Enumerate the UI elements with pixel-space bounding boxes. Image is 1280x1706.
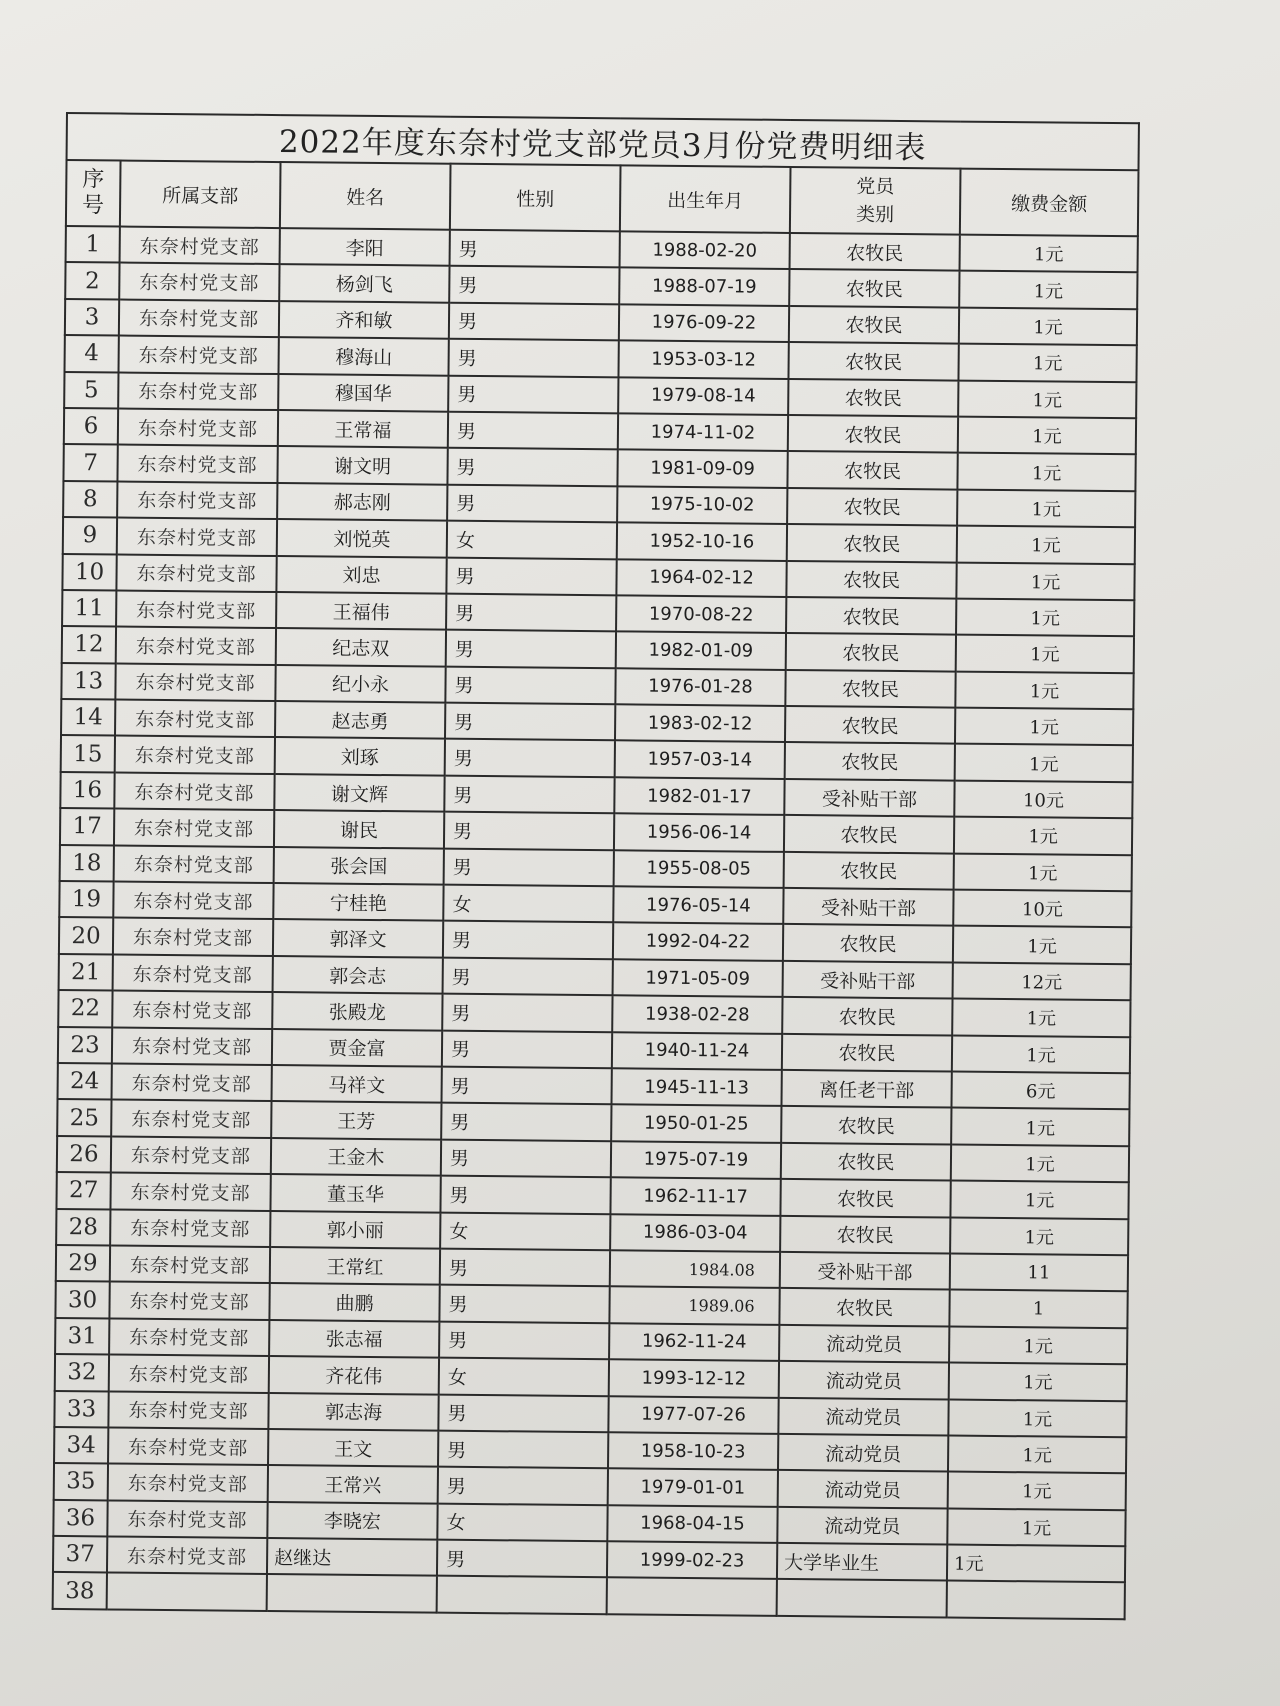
cell-seq: 30 xyxy=(55,1281,109,1318)
cell-seq: 26 xyxy=(57,1136,111,1173)
cell-name: 赵志勇 xyxy=(275,701,445,739)
table-body xyxy=(53,226,1138,1619)
cell-name: 谢文明 xyxy=(277,446,447,484)
cell-birth: 1952-10-16 xyxy=(617,522,787,560)
cell-fee: 11 xyxy=(950,1253,1128,1291)
cell-fee: 1元 xyxy=(952,999,1130,1037)
cell-name: 李阳 xyxy=(280,228,450,266)
cell-category: 农牧民 xyxy=(790,233,960,271)
cell-birth: 1988-07-19 xyxy=(619,268,789,306)
cell-birth: 1976-09-22 xyxy=(619,304,789,342)
cell-name: 李晓宏 xyxy=(267,1502,437,1540)
cell-birth xyxy=(607,1578,777,1616)
dues-table xyxy=(52,112,1140,1620)
cell-category: 农牧民 xyxy=(781,1106,951,1144)
cell-branch: 东奈村党支部 xyxy=(119,299,279,337)
cell-fee: 1元 xyxy=(954,853,1132,891)
cell-category: 农牧民 xyxy=(788,415,958,453)
cell-seq: 27 xyxy=(56,1172,110,1209)
cell-name: 齐和敏 xyxy=(279,301,449,339)
cell-seq: 14 xyxy=(61,699,115,736)
cell-seq: 8 xyxy=(63,481,117,518)
cell-category: 受补贴干部 xyxy=(780,1252,950,1290)
cell-branch: 东奈村党支部 xyxy=(120,227,280,265)
cell-name: 贾金富 xyxy=(272,1029,442,1067)
cell-branch xyxy=(107,1573,267,1611)
cell-name: 董玉华 xyxy=(270,1174,440,1212)
cell-seq: 2 xyxy=(65,262,119,299)
cell-birth: 1962-11-24 xyxy=(609,1323,779,1361)
cell-name: 王福伟 xyxy=(276,592,446,630)
cell-fee: 1元 xyxy=(959,271,1137,309)
cell-birth: 1950-01-25 xyxy=(611,1105,781,1143)
cell-branch: 东奈村党支部 xyxy=(116,590,276,628)
cell-category: 农牧民 xyxy=(786,597,956,635)
cell-birth: 1938-02-28 xyxy=(612,995,782,1033)
cell-gender: 男 xyxy=(442,1067,612,1105)
cell-birth: 1968-04-15 xyxy=(607,1505,777,1543)
cell-branch: 东奈村党支部 xyxy=(112,1027,272,1065)
cell-name: 穆国华 xyxy=(278,374,448,412)
cell-category: 农牧民 xyxy=(782,997,952,1035)
cell-seq: 38 xyxy=(53,1572,107,1609)
cell-name: 谢民 xyxy=(274,810,444,848)
cell-gender: 男 xyxy=(441,1139,611,1177)
cell-gender: 男 xyxy=(447,448,617,486)
cell-birth: 1993-12-12 xyxy=(609,1359,779,1397)
cell-category: 流动党员 xyxy=(777,1507,947,1545)
cell-branch: 东奈村党支部 xyxy=(111,1100,271,1138)
cell-name: 宁桂艳 xyxy=(273,883,443,921)
cell-category: 农牧民 xyxy=(786,560,956,598)
header-seq-line2: 号 xyxy=(81,193,105,219)
cell-birth: 1989.06 xyxy=(609,1287,779,1325)
cell-branch: 东奈村党支部 xyxy=(109,1318,269,1356)
cell-gender: 男 xyxy=(443,957,613,995)
cell-birth: 1992-04-22 xyxy=(613,923,783,961)
cell-seq: 7 xyxy=(63,444,117,481)
cell-birth: 1957-03-14 xyxy=(615,741,785,779)
cell-fee: 1元 xyxy=(948,1435,1126,1473)
cell-branch: 东奈村党支部 xyxy=(108,1391,268,1429)
cell-branch: 东奈村党支部 xyxy=(117,445,277,483)
cell-name: 穆海山 xyxy=(278,337,448,375)
cell-name: 王常兴 xyxy=(268,1465,438,1503)
cell-category: 农牧民 xyxy=(783,924,953,962)
cell-category: 大学毕业生 xyxy=(777,1543,947,1581)
cell-seq: 12 xyxy=(62,626,116,663)
cell-name: 郭小丽 xyxy=(270,1211,440,1249)
cell-branch: 东奈村党支部 xyxy=(118,408,278,446)
cell-category xyxy=(777,1579,947,1617)
cell-name: 张会国 xyxy=(274,847,444,885)
cell-category: 农牧民 xyxy=(786,633,956,671)
cell-category: 受补贴干部 xyxy=(783,888,953,926)
cell-gender: 男 xyxy=(445,739,615,777)
cell-name: 刘琢 xyxy=(275,738,445,776)
cell-gender: 男 xyxy=(446,594,616,632)
cell-category: 离任老干部 xyxy=(781,1070,951,1108)
cell-seq: 22 xyxy=(58,990,112,1027)
cell-fee: 1元 xyxy=(947,1508,1125,1546)
cell-gender: 男 xyxy=(438,1467,608,1505)
cell-name: 郝志刚 xyxy=(277,483,447,521)
cell-fee: 1元 xyxy=(953,926,1131,964)
cell-seq: 10 xyxy=(62,554,116,591)
cell-fee: 1元 xyxy=(960,235,1138,273)
cell-name: 王芳 xyxy=(271,1101,441,1139)
cell-branch: 东奈村党支部 xyxy=(113,954,273,992)
cell-fee: 12元 xyxy=(953,962,1131,1000)
cell-seq: 15 xyxy=(61,735,115,772)
cell-gender: 男 xyxy=(438,1394,608,1432)
header-name: 姓名 xyxy=(280,162,451,230)
cell-gender: 男 xyxy=(445,666,615,704)
cell-fee: 1元 xyxy=(959,307,1137,345)
cell-gender: 男 xyxy=(444,848,614,886)
cell-seq: 19 xyxy=(59,881,113,918)
cell-fee: 1元 xyxy=(958,344,1136,382)
cell-fee: 1元 xyxy=(955,744,1133,782)
cell-fee: 1元 xyxy=(958,417,1136,455)
cell-birth: 1962-11-17 xyxy=(610,1177,780,1215)
cell-birth: 1999-02-23 xyxy=(607,1541,777,1579)
cell-birth: 1986-03-04 xyxy=(610,1214,780,1252)
cell-branch: 东奈村党支部 xyxy=(117,518,277,556)
cell-name: 刘悦英 xyxy=(277,519,447,557)
cell-gender: 男 xyxy=(444,812,614,850)
cell-category: 农牧民 xyxy=(787,524,957,562)
cell-category: 农牧民 xyxy=(787,488,957,526)
header-row xyxy=(66,160,1139,236)
cell-gender: 男 xyxy=(447,484,617,522)
cell-fee xyxy=(947,1581,1125,1619)
cell-gender: 女 xyxy=(439,1358,609,1396)
cell-seq: 31 xyxy=(55,1318,109,1355)
cell-category: 农牧民 xyxy=(784,852,954,890)
cell-branch: 东奈村党支部 xyxy=(109,1282,269,1320)
cell-gender: 男 xyxy=(446,557,616,595)
cell-category: 农牧民 xyxy=(787,451,957,489)
cell-gender: 女 xyxy=(440,1212,610,1250)
cell-branch: 东奈村党支部 xyxy=(113,882,273,920)
cell-birth: 1975-07-19 xyxy=(611,1141,781,1179)
cell-gender: 男 xyxy=(449,302,619,340)
cell-seq: 25 xyxy=(57,1099,111,1136)
cell-name: 谢文辉 xyxy=(274,774,444,812)
cell-gender: 男 xyxy=(450,230,620,268)
cell-fee: 1元 xyxy=(955,671,1133,709)
cell-fee: 1元 xyxy=(951,1144,1129,1182)
cell-gender: 男 xyxy=(442,994,612,1032)
cell-fee: 1 xyxy=(949,1290,1127,1328)
cell-birth: 1956-06-14 xyxy=(614,814,784,852)
cell-gender: 男 xyxy=(441,1103,611,1141)
table-title: 2022年度东奈村党支部党员3月份党费明细表 xyxy=(67,113,1139,170)
cell-fee: 1元 xyxy=(948,1472,1126,1510)
cell-category: 流动党员 xyxy=(778,1470,948,1508)
header-category-line2: 类别 xyxy=(855,203,895,226)
cell-seq: 21 xyxy=(59,954,113,991)
cell-name: 王常红 xyxy=(270,1247,440,1285)
cell-name: 马祥文 xyxy=(272,1065,442,1103)
cell-fee: 1元 xyxy=(948,1399,1126,1437)
header-birth: 出生年月 xyxy=(620,165,791,233)
cell-seq: 34 xyxy=(54,1427,108,1464)
cell-category: 流动党员 xyxy=(779,1361,949,1399)
cell-name: 王金木 xyxy=(271,1138,441,1176)
header-branch: 所属支部 xyxy=(120,161,281,229)
cell-branch: 东奈村党支部 xyxy=(116,554,276,592)
cell-fee: 10元 xyxy=(954,780,1132,818)
cell-birth: 1977-07-26 xyxy=(608,1396,778,1434)
header-seq xyxy=(66,160,121,227)
cell-fee: 1元 xyxy=(958,380,1136,418)
cell-name: 齐花伟 xyxy=(269,1356,439,1394)
cell-name: 纪小永 xyxy=(275,665,445,703)
cell-fee: 1元 xyxy=(951,1108,1129,1146)
cell-birth: 1953-03-12 xyxy=(618,340,788,378)
cell-fee: 1元 xyxy=(950,1217,1128,1255)
cell-name: 刘忠 xyxy=(276,556,446,594)
cell-gender: 男 xyxy=(442,1030,612,1068)
cell-seq: 1 xyxy=(66,226,120,263)
cell-gender: 男 xyxy=(439,1285,609,1323)
cell-name: 郭泽文 xyxy=(273,919,443,957)
cell-fee: 1元 xyxy=(949,1326,1127,1364)
cell-name: 郭志海 xyxy=(268,1393,438,1431)
cell-name: 曲鹏 xyxy=(269,1283,439,1321)
cell-gender: 男 xyxy=(448,339,618,377)
cell-gender: 男 xyxy=(444,776,614,814)
cell-gender: 男 xyxy=(439,1321,609,1359)
cell-category: 流动党员 xyxy=(779,1325,949,1363)
cell-name: 张志福 xyxy=(269,1320,439,1358)
cell-seq: 5 xyxy=(64,372,118,409)
cell-fee: 1元 xyxy=(954,817,1132,855)
cell-seq: 17 xyxy=(60,808,114,845)
cell-seq: 18 xyxy=(60,845,114,882)
cell-seq: 11 xyxy=(62,590,116,627)
cell-seq: 23 xyxy=(58,1027,112,1064)
cell-seq: 20 xyxy=(59,917,113,954)
cell-gender: 男 xyxy=(440,1176,610,1214)
cell-name: 杨剑飞 xyxy=(279,264,449,302)
cell-branch: 东奈村党支部 xyxy=(108,1427,268,1465)
cell-birth: 1983-02-12 xyxy=(615,704,785,742)
cell-branch: 东奈村党支部 xyxy=(114,845,274,883)
cell-category: 农牧民 xyxy=(780,1215,950,1253)
cell-name xyxy=(267,1574,437,1612)
cell-branch: 东奈村党支部 xyxy=(114,772,274,810)
cell-category: 农牧民 xyxy=(785,742,955,780)
cell-branch: 东奈村党支部 xyxy=(107,1537,267,1575)
cell-gender: 女 xyxy=(443,885,613,923)
cell-birth: 1940-11-24 xyxy=(612,1032,782,1070)
cell-birth: 1970-08-22 xyxy=(616,595,786,633)
cell-branch: 东奈村党支部 xyxy=(109,1355,269,1393)
cell-seq: 28 xyxy=(56,1209,110,1246)
header-seq-line1: 序 xyxy=(82,167,105,193)
cell-seq: 29 xyxy=(56,1245,110,1282)
cell-seq: 33 xyxy=(54,1390,108,1427)
cell-category: 农牧民 xyxy=(789,269,959,307)
cell-fee: 1元 xyxy=(950,1181,1128,1219)
cell-gender: 男 xyxy=(445,703,615,741)
cell-branch: 东奈村党支部 xyxy=(113,918,273,956)
cell-category: 受补贴干部 xyxy=(783,961,953,999)
cell-branch: 东奈村党支部 xyxy=(116,627,276,665)
header-gender: 性别 xyxy=(450,164,621,232)
cell-branch: 东奈村党支部 xyxy=(114,809,274,847)
cell-branch: 东奈村党支部 xyxy=(115,700,275,738)
cell-birth: 1976-01-28 xyxy=(615,668,785,706)
cell-birth: 1958-10-23 xyxy=(608,1432,778,1470)
cell-birth: 1982-01-09 xyxy=(616,632,786,670)
cell-birth: 1971-05-09 xyxy=(613,959,783,997)
header-fee: 缴费金额 xyxy=(960,169,1139,237)
cell-seq: 9 xyxy=(63,517,117,554)
cell-fee: 1元 xyxy=(955,708,1133,746)
cell-name: 纪志双 xyxy=(276,628,446,666)
cell-category: 农牧民 xyxy=(779,1288,949,1326)
cell-branch: 东奈村党支部 xyxy=(118,372,278,410)
cell-category: 农牧民 xyxy=(788,342,958,380)
cell-branch: 东奈村党支部 xyxy=(112,1063,272,1101)
cell-branch: 东奈村党支部 xyxy=(119,336,279,374)
cell-category: 农牧民 xyxy=(784,815,954,853)
cell-fee: 1元 xyxy=(956,598,1134,636)
cell-birth: 1974-11-02 xyxy=(618,413,788,451)
cell-gender xyxy=(437,1576,607,1614)
cell-name: 郭会志 xyxy=(273,956,443,994)
cell-branch: 东奈村党支部 xyxy=(112,991,272,1029)
cell-category: 农牧民 xyxy=(785,706,955,744)
cell-category: 流动党员 xyxy=(778,1397,948,1435)
cell-birth: 1988-02-20 xyxy=(620,231,790,269)
cell-birth: 1955-08-05 xyxy=(614,850,784,888)
cell-gender: 男 xyxy=(448,412,618,450)
cell-name: 王常福 xyxy=(278,410,448,448)
cell-fee: 10元 xyxy=(953,890,1131,928)
cell-gender: 男 xyxy=(448,375,618,413)
cell-fee: 1元 xyxy=(956,635,1134,673)
cell-seq: 3 xyxy=(65,299,119,336)
cell-fee: 1元 xyxy=(952,1035,1130,1073)
cell-seq: 37 xyxy=(53,1536,107,1573)
cell-seq: 36 xyxy=(53,1500,107,1537)
cell-branch: 东奈村党支部 xyxy=(115,736,275,774)
cell-seq: 4 xyxy=(65,335,119,372)
cell-seq: 35 xyxy=(54,1463,108,1500)
cell-birth: 1964-02-12 xyxy=(616,559,786,597)
cell-category: 农牧民 xyxy=(785,670,955,708)
cell-branch: 东奈村党支部 xyxy=(110,1209,270,1247)
cell-gender: 男 xyxy=(443,921,613,959)
cell-gender: 男 xyxy=(438,1431,608,1469)
cell-category: 农牧民 xyxy=(780,1179,950,1217)
cell-branch: 东奈村党支部 xyxy=(115,663,275,701)
cell-birth: 1979-01-01 xyxy=(608,1469,778,1507)
cell-seq: 13 xyxy=(61,663,115,700)
cell-category: 农牧民 xyxy=(782,1034,952,1072)
cell-name: 赵继达 xyxy=(267,1538,437,1576)
cell-gender: 女 xyxy=(447,521,617,559)
cell-birth: 1981-09-09 xyxy=(617,450,787,488)
cell-branch: 东奈村党支部 xyxy=(110,1173,270,1211)
cell-category: 流动党员 xyxy=(778,1434,948,1472)
cell-seq: 16 xyxy=(60,772,114,809)
cell-gender: 男 xyxy=(437,1540,607,1578)
cell-fee: 6元 xyxy=(951,1072,1129,1110)
cell-fee: 1元 xyxy=(947,1545,1125,1583)
cell-category: 受补贴干部 xyxy=(784,779,954,817)
cell-fee: 1元 xyxy=(949,1363,1127,1401)
cell-birth: 1982-01-17 xyxy=(614,777,784,815)
cell-branch: 东奈村党支部 xyxy=(110,1245,270,1283)
cell-branch: 东奈村党支部 xyxy=(117,481,277,519)
cell-birth: 1976-05-14 xyxy=(613,886,783,924)
dues-table-wrapper xyxy=(52,112,1138,1620)
cell-seq: 6 xyxy=(64,408,118,445)
cell-gender: 女 xyxy=(437,1503,607,1541)
cell-gender: 男 xyxy=(440,1249,610,1287)
cell-branch: 东奈村党支部 xyxy=(119,263,279,301)
cell-branch: 东奈村党支部 xyxy=(107,1500,267,1538)
cell-gender: 男 xyxy=(449,266,619,304)
cell-seq: 32 xyxy=(55,1354,109,1391)
cell-birth: 1979-08-14 xyxy=(618,377,788,415)
cell-fee: 1元 xyxy=(957,489,1135,527)
cell-category: 农牧民 xyxy=(789,306,959,344)
cell-fee: 1元 xyxy=(957,453,1135,491)
cell-birth: 1984.08 xyxy=(610,1250,780,1288)
cell-name: 王文 xyxy=(268,1429,438,1467)
cell-birth: 1945-11-13 xyxy=(611,1068,781,1106)
cell-category: 农牧民 xyxy=(788,379,958,417)
cell-fee: 1元 xyxy=(957,526,1135,564)
header-category-line1: 党员 xyxy=(856,175,895,198)
cell-branch: 东奈村党支部 xyxy=(111,1136,271,1174)
cell-birth: 1975-10-02 xyxy=(617,486,787,524)
cell-gender: 男 xyxy=(446,630,616,668)
cell-fee: 1元 xyxy=(956,562,1134,600)
header-category xyxy=(790,167,961,235)
cell-seq: 24 xyxy=(58,1063,112,1100)
cell-name: 张殿龙 xyxy=(272,992,442,1030)
cell-category: 农牧民 xyxy=(781,1143,951,1181)
cell-branch: 东奈村党支部 xyxy=(108,1464,268,1502)
